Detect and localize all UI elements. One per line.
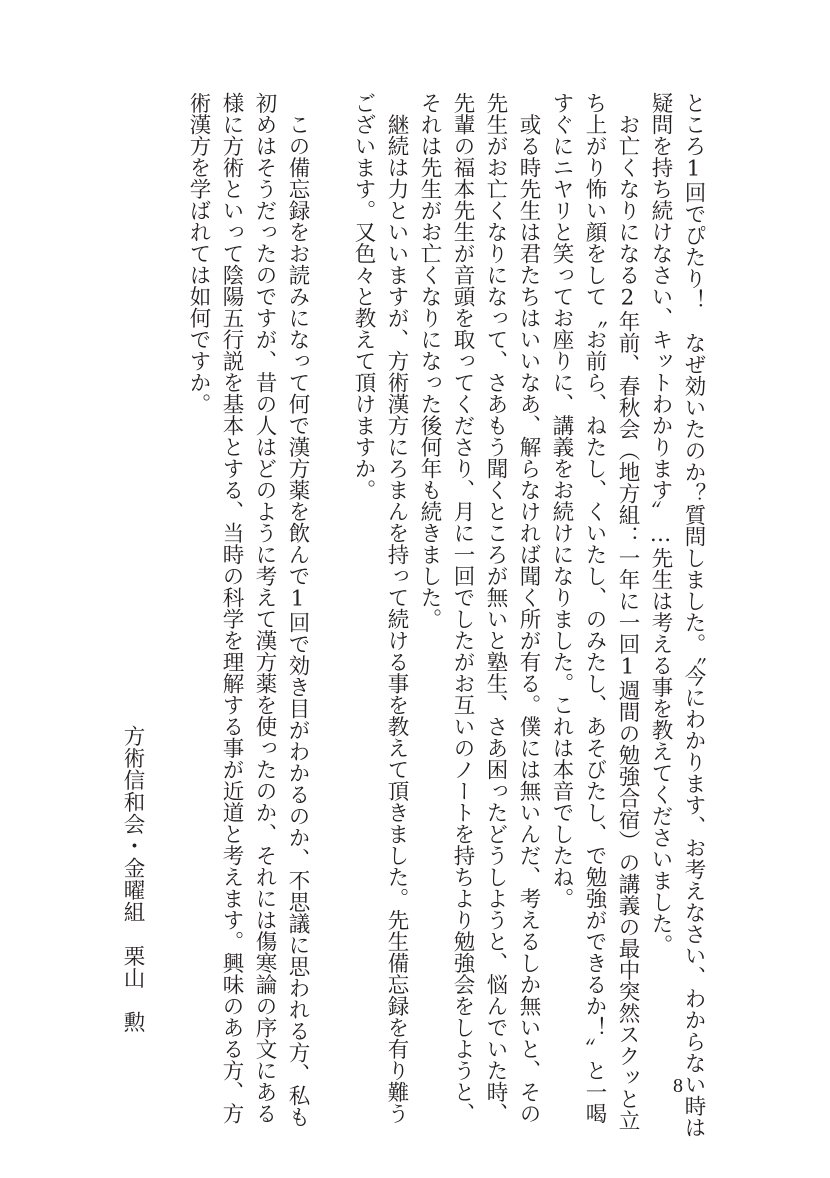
paragraph-gap: [149, 92, 182, 1010]
text-line: 或る時先生は君たちはいいなあ、解らなければ聞く所が有る。僕には無いんだ、考えるしか無いと、その: [516, 92, 541, 1124]
text-line: ち上がり怖い顔をして〝お前ら、ねたし、くいたし、のみたし、あそびたし、で勉強ができるか！〟と一喝: [582, 92, 607, 1124]
text-line: 先生がお亡くなりになって、さあもう聞くところが無いと塾生、さあ困ったどうしようと、悩んでいた時、: [483, 92, 508, 1124]
text-line: ございます。又色々と教えて頂けますか。: [351, 92, 376, 501]
author-signature: 方術信和会・金曜組 栗山 勲: [120, 725, 145, 1033]
text-line: この備忘録をお読みになって何で漢方薬を飲んで1回で効き目がわかるのか、不思議に思われる方、私も: [285, 92, 310, 1128]
text-line: お亡くなりになる2年前、春秋会（地方組：一年に一回1週間の勉強合宿）の講義の最中突然スクッと立: [615, 92, 640, 1131]
text-line: 術漢方を学ばれては如何ですか。: [186, 92, 211, 415]
text-line: 疑問を持ち続けなさい、キットわかります〟…先生は考える事を教えてくださいました。: [648, 92, 673, 956]
text-line: 初めはそうだったのですが、昔の人はどのように考えて漢方薬を使ったのか、それには傷寒論の序文にある: [252, 92, 277, 1124]
text-line: 様に方術といって陰陽五行説を基本とする、当時の科学を理解する事が近道と考えます。興味のある方、方: [219, 92, 244, 1124]
vertical-text-body: [116, 92, 710, 1139]
text-line: ところ1回でぴたり！ なぜ効いたのか？質問しました。〝今にわかります、お考えなさい、わからない時は: [681, 92, 706, 1139]
page-number: 8: [673, 1075, 683, 1097]
text-line: 先輩の福本先生が音頭を取ってくださり、月に一回でしたがお互いのノートを持ちより勉強会をしようと、: [450, 92, 475, 1124]
paragraph-gap: [314, 92, 347, 1010]
text-line: すぐにニヤリと笑ってお座りに、講義をお続けになりました。これは本音でしたね。: [549, 92, 574, 909]
text-line: 継続は力といいますが、方術漢方にろまんを持って続ける事を教えて頂きました。先生備忘録を有り難う: [384, 92, 409, 1124]
text-line: それは先生がお亡くなりになった後何年も続きました。: [417, 92, 442, 630]
